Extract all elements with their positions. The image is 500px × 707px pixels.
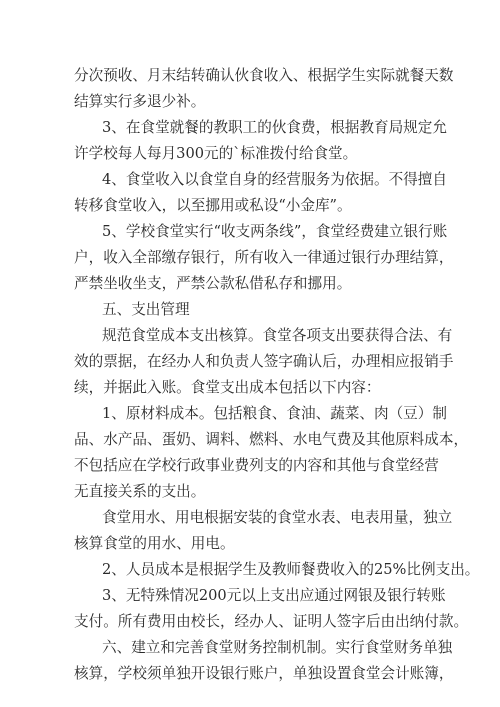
paragraph-10-line-1: 3、无特殊情况200元以上支出应通过网银及银行转账 <box>102 587 446 604</box>
paragraph-4-line-2: 户，收入全部缴存银行，所有收入一律通过银行办理结算， <box>74 249 454 266</box>
paragraph-3-line-1: 4、食堂收入以食堂自身的经营服务为依据。不得擅自 <box>102 171 447 188</box>
paragraph-9-line-1: 2、人员成本是根据学生及教师餐费收入的25%比例支出。 <box>102 561 480 578</box>
paragraph-7-line-4: 无直接关系的支出。 <box>74 483 206 500</box>
paragraph-11-line-2: 核算，学校须单独开设银行账户，单独设置食堂会计账簿， <box>74 665 454 682</box>
paragraph-4-line-3: 严禁坐收坐支，严禁公款私借私存和挪用。 <box>74 275 352 292</box>
paragraph-1-line-2: 结算实行多退少补。 <box>74 93 206 110</box>
paragraph-7-line-3: 不包括应在学校行政事业费列支的内容和其他与食堂经营 <box>74 457 439 474</box>
paragraph-8-line-2: 核算食堂的用水、用电。 <box>74 535 235 552</box>
paragraph-8-line-1: 食堂用水、用电根据安装的食堂水表、电表用量，独立 <box>102 509 453 526</box>
paragraph-4-line-1: 5、学校食堂实行“收支两条线”，食堂经费建立银行账 <box>102 223 448 240</box>
paragraph-6-line-3: 续，并据此入账。食堂支出成本包括以下内容： <box>74 379 381 396</box>
paragraph-6-line-2: 效的票据，在经办人和负责人签字确认后，办理相应报销手 <box>74 353 454 370</box>
section-heading-expense-management: 五、支出管理 <box>102 301 190 318</box>
paragraph-7-line-1: 1、原材料成本。包括粮食、食油、蔬菜、肉（豆）制 <box>102 405 447 422</box>
paragraph-3-line-2: 转移食堂收入，以至挪用或私设“小金库”。 <box>74 197 352 214</box>
paragraph-10-line-2: 支付。所有费用由校长，经办人、证明人签字后由出纳付款。 <box>74 613 469 630</box>
paragraph-2-line-2: 许学校每人每月300元的`标准拨付给食堂。 <box>74 145 358 162</box>
paragraph-1-line-1: 分次预收、月末结转确认伙食收入、根据学生实际就餐天数 <box>74 67 454 84</box>
paragraph-11-line-1: 六、建立和完善食堂财务控制机制。实行食堂财务单独 <box>102 639 453 656</box>
paragraph-6-line-1: 规范食堂成本支出核算。食堂各项支出要获得合法、有 <box>102 327 453 344</box>
paragraph-7-line-2: 品、水产品、蛋奶、调料、燃料、水电气费及其他原料成本， <box>74 431 469 448</box>
paragraph-2-line-1: 3、在食堂就餐的教职工的伙食费，根据教育局规定允 <box>102 119 447 136</box>
